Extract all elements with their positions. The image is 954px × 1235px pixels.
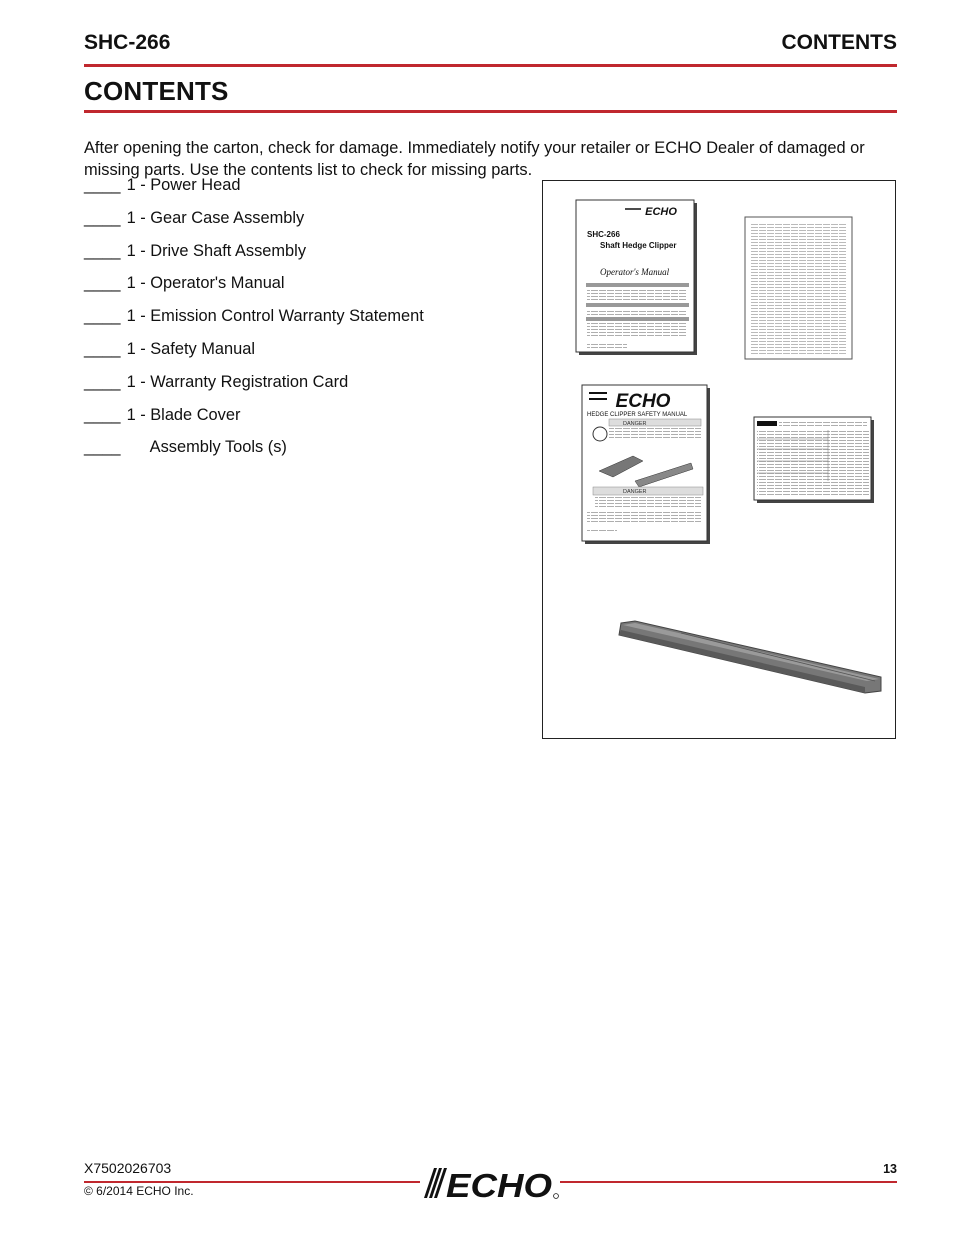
checkbox-blank: ____ <box>84 438 121 457</box>
list-item <box>84 208 424 241</box>
list-item-label: 1 - Gear Case Assembly <box>126 208 305 227</box>
registration-card-illustration <box>754 417 874 503</box>
blade-cover-illustration <box>619 621 881 693</box>
model-header: SHC-266 <box>84 31 171 54</box>
document-number: X7502026703 <box>84 1160 172 1176</box>
danger-label-2: DANGER <box>623 489 647 495</box>
checkbox-blank: ____ <box>84 208 121 227</box>
list-item-label: 1 - Operator's Manual <box>126 274 285 293</box>
echo-logo-text: ECHO <box>446 1167 553 1201</box>
copyright-text: © 6/2014 ECHO Inc. <box>84 1184 194 1198</box>
checkbox-blank: ____ <box>84 405 121 424</box>
manual-brand-logo: ECHO <box>645 206 677 218</box>
list-item-label: 1 - Safety Manual <box>126 339 256 358</box>
list-item <box>84 405 424 438</box>
warranty-statement-illustration <box>745 217 852 359</box>
list-item-label: 1 - Emission Control Warranty Statement <box>126 307 424 326</box>
list-item <box>84 241 424 274</box>
title-rule <box>84 110 897 113</box>
checkbox-blank: ____ <box>84 372 121 391</box>
safety-title-text: HEDGE CLIPPER SAFETY MANUAL <box>587 412 688 418</box>
safety-manual-illustration <box>582 385 710 544</box>
manual-product-text: Shaft Hedge Clipper <box>600 241 677 250</box>
header-rule <box>84 64 897 67</box>
manual-model-text: SHC-266 <box>587 230 620 239</box>
checkbox-blank: ____ <box>84 307 121 326</box>
list-item-label: 1 - Power Head <box>126 176 241 194</box>
danger-label-1: DANGER <box>623 421 647 427</box>
page-number: 13 <box>883 1162 897 1176</box>
checkbox-blank: ____ <box>84 274 121 293</box>
list-item <box>84 372 424 405</box>
list-item-label: 1 - Blade Cover <box>126 405 241 424</box>
list-item-label: Assembly Tools (s) <box>149 438 287 457</box>
safety-brand-logo: ECHO <box>615 391 671 412</box>
intro-paragraph: After opening the carton, check for damage. Immediately notify your retailer or ECHO Dealer of damaged or missing parts. Use the contents list to check for missing parts. <box>84 139 865 180</box>
page-title: CONTENTS <box>84 76 229 106</box>
contents-illustration-svg <box>543 181 897 740</box>
list-item <box>84 273 424 306</box>
section-header: CONTENTS <box>781 31 897 54</box>
list-item-label: 1 - Drive Shaft Assembly <box>126 241 307 260</box>
manual-title-text: Operator's Manual <box>600 267 670 277</box>
list-item <box>84 437 424 470</box>
list-item <box>84 306 424 339</box>
list-item <box>84 175 424 208</box>
list-item <box>84 339 424 372</box>
echo-logo <box>420 1163 560 1201</box>
contents-list <box>84 175 424 470</box>
checkbox-blank: ____ <box>84 176 121 194</box>
contents-illustration <box>542 180 896 739</box>
checkbox-blank: ____ <box>84 339 121 358</box>
operators-manual-illustration <box>576 200 697 355</box>
list-item-label: 1 - Warranty Registration Card <box>126 372 349 391</box>
checkbox-blank: ____ <box>84 241 121 260</box>
